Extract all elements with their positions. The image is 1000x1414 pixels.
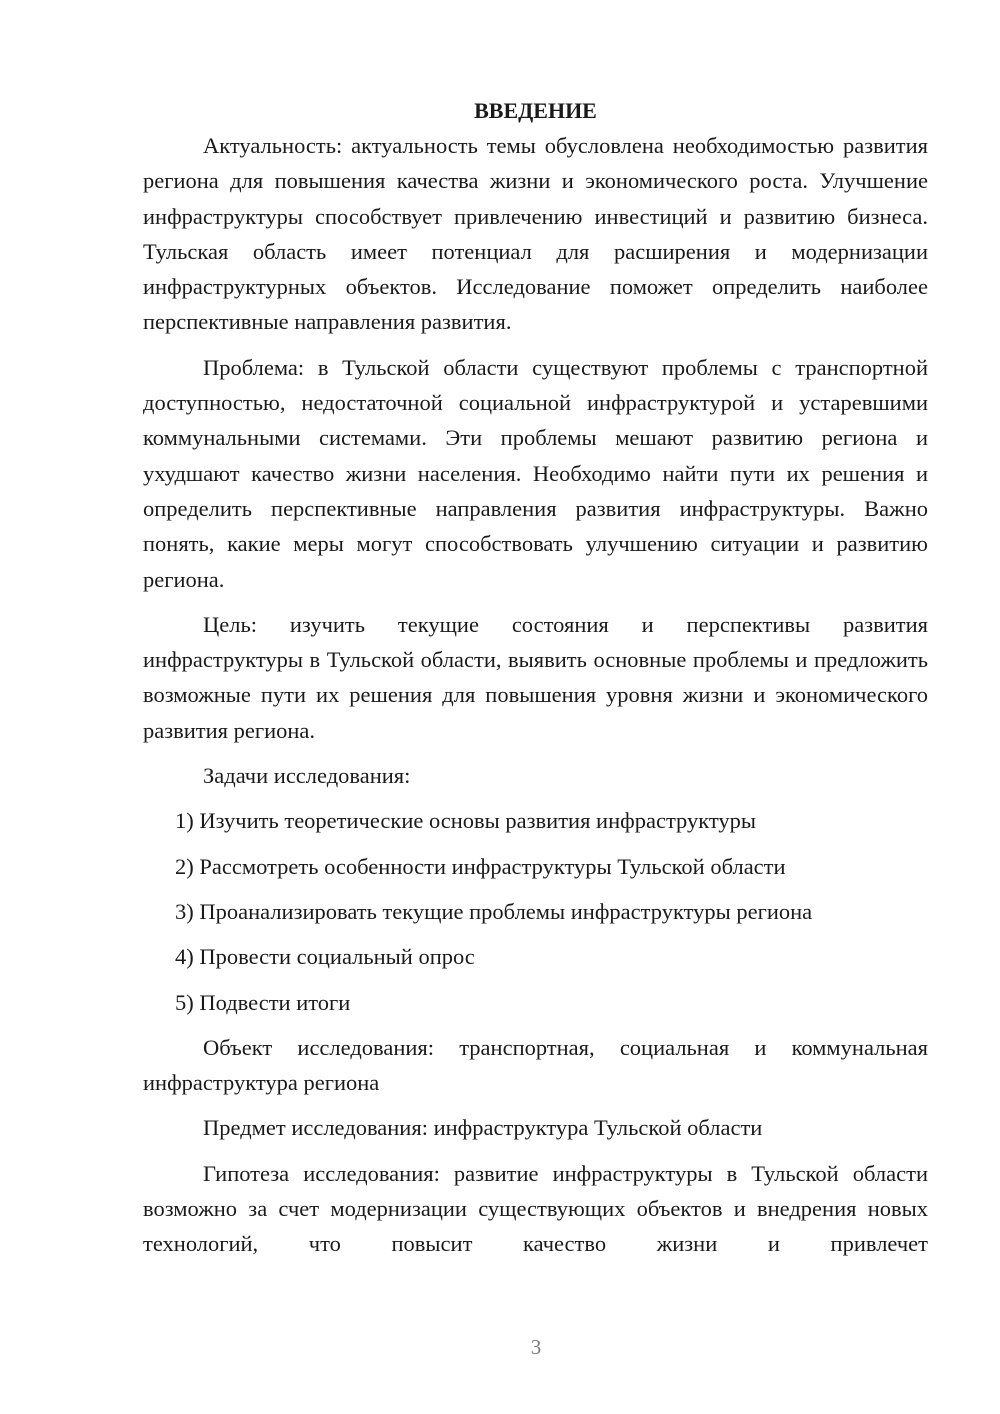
task-item: 1) Изучить теоретические основы развития инфраструктуры: [175, 808, 757, 834]
task-item: 2) Рассмотреть особенности инфраструктуры Тульской области: [175, 853, 786, 879]
document-page: [143, 96, 928, 1272]
paragraph-hypothesis: Гипотеза исследования: развитие инфраструктуры в Тульской области возможно за счет модернизации существующих объектов и внедрения новых технологий, что повысит качество жизни и привлечет: [143, 1160, 928, 1257]
tasks-heading: Задачи исследования:: [203, 763, 411, 789]
paragraph-relevance: Актуальность: актуальность темы обусловлена необходимостью развития региона для повышения качества жизни и экономического роста. Улучшение инфраструктуры способствует привлечению инвестиций и развитию бизнеса. Тульская область имеет потенциал для расширения и модернизации инфраструктурных объектов. Исследование поможет определить наиболее перспективные направления развития.: [143, 133, 928, 335]
paragraph-object: Объект исследования: транспортная, социальная и коммунальная инфраструктура региона: [143, 1034, 928, 1096]
section-title: ВВЕДЕНИЕ: [474, 98, 597, 123]
page-number: 3: [530, 1335, 542, 1359]
tasks-list: [143, 803, 928, 1019]
paragraph-subject: Предмет исследования: инфраструктура Тульской области: [203, 1115, 763, 1141]
task-item: 5) Подвести итоги: [175, 989, 351, 1015]
paragraph-goal: Цель: изучить текущие состояния и перспективы развития инфраструктуры в Тульской области, выявить основные проблемы и предложить возможные пути их решения для повышения уровня жизни и экономического развития региона.: [143, 611, 928, 743]
task-item: 3) Проанализировать текущие проблемы инфраструктуры региона: [175, 898, 813, 924]
task-item: 4) Провести социальный опрос: [175, 944, 475, 970]
paragraph-problem: Проблема: в Тульской области существуют проблемы с транспортной доступностью, недостаточной социальной инфраструктурой и устаревшими коммунальными системами. Эти проблемы мешают развитию региона и ухудшают качество жизни населения. Необходимо найти пути их решения и определить перспективные направления развития инфраструктуры. Важно понять, какие меры могут способствовать улучшению ситуации и развитию региона.: [143, 354, 928, 592]
